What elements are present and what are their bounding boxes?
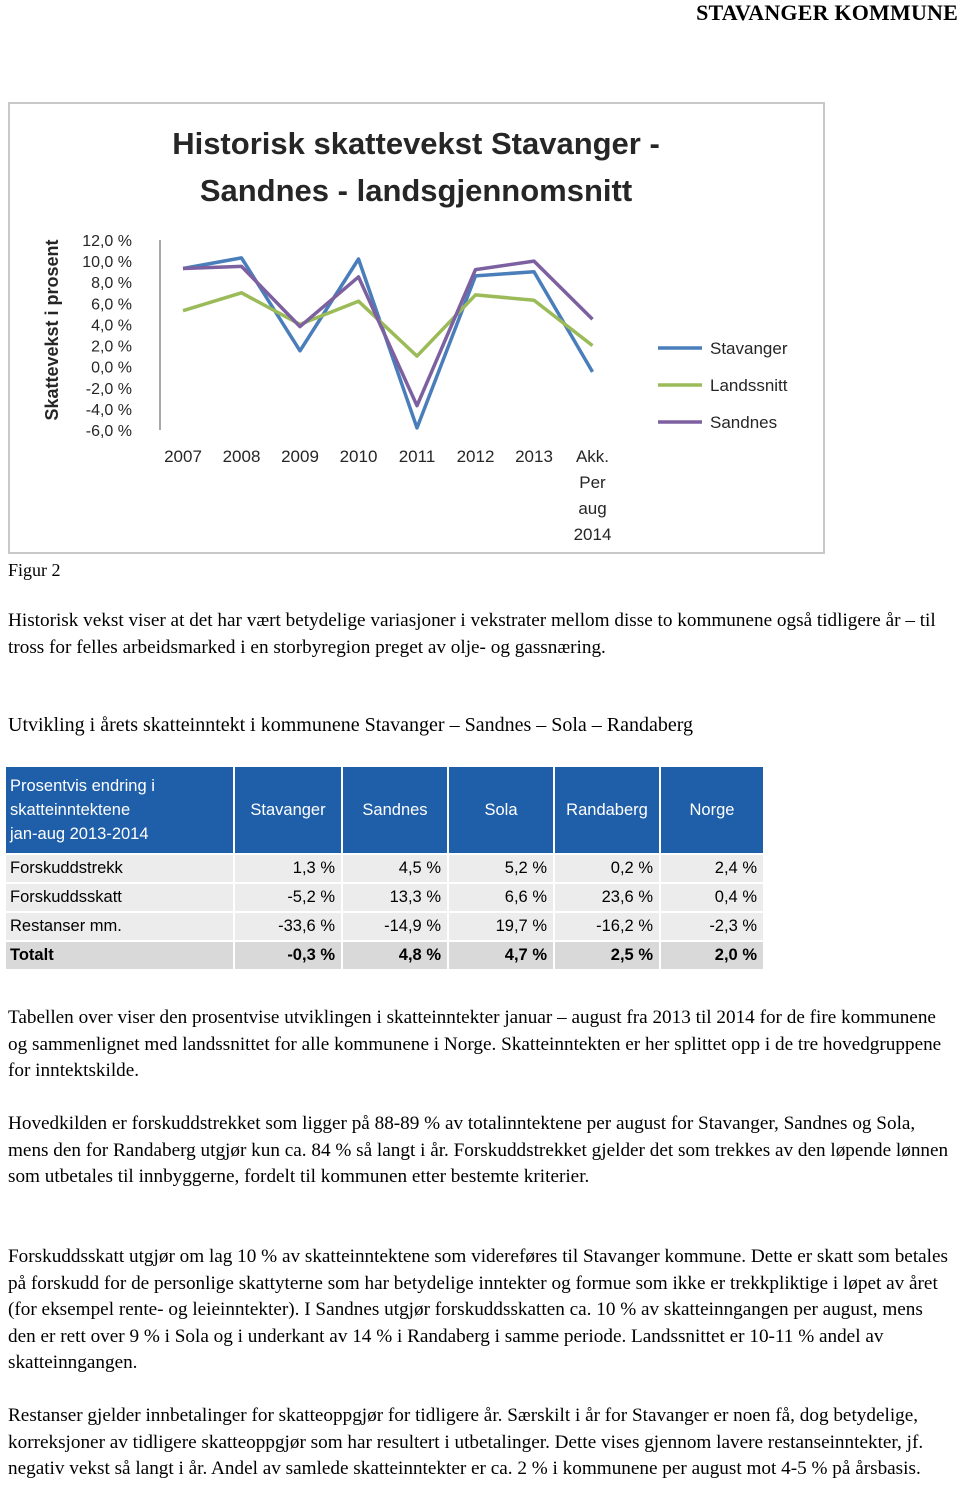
row-label: Restanser mm. [6, 913, 233, 940]
table-cell: 5,2 % [449, 855, 553, 882]
header-line: Prosentvis endring i [10, 777, 155, 795]
table-cell: 0,4 % [661, 884, 763, 911]
x-tick-label: 2011 [398, 447, 436, 466]
x-tick-label: Akk. [575, 447, 610, 466]
table-cell: 19,7 % [449, 913, 553, 940]
legend-label: Stavanger [710, 339, 788, 358]
y-tick-label: 6,0 % [91, 296, 132, 314]
table-cell: 2,4 % [661, 855, 763, 882]
row-label: Forskuddstrekk [6, 855, 233, 882]
y-tick-label: 4,0 % [91, 317, 132, 335]
column-header-sandnes: Sandnes [343, 767, 447, 853]
table-row [6, 913, 763, 940]
table-cell: 4,5 % [343, 855, 447, 882]
table-cell: -5,2 % [235, 884, 341, 911]
row-label: Totalt [6, 942, 233, 969]
table-row [6, 855, 763, 882]
body-paragraph: Forskuddsskatt utgjør om lag 10 % av skatteinntektene som videreføres til Stavanger kommune. Dette er skatt som betales på forskudd for de personlige skattyterne som har betydelige inntekter og formue som ikke er trekkpliktige i løpet av året (for eksempel rente- og leieinntekter). I Sandnes utgjør forskuddsskatten ca. 10 % av skatteinngangen per august, mens den er rett over 9 % i Sola og i underkant av 14 % i Randaberg i samme periode. Landssnittet er 10-11 % andel av skatteinngangen. [8, 1246, 948, 1373]
y-tick-label: 2,0 % [91, 338, 132, 356]
header-line: jan-aug 2013-2014 [10, 825, 149, 843]
body-paragraph: Tabellen over viser den prosentvise utviklingen i skatteinntekter januar – august fra 2013 til 2014 for de fire kommunene og sammenlignet med landssnittet for alle kommunene i Norge. Skatteinntekten er her splittet opp i de tre hovedgruppene for inntektskilde. [8, 1007, 942, 1081]
column-header-randaberg: Randaberg [555, 767, 659, 853]
series-line [183, 261, 593, 406]
y-axis-label: Skattevekst i prosent [42, 239, 62, 421]
intro-paragraph: Historisk vekst viser at det har vært betydelige variasjoner i vekstrater mellom disse to kommunene også tidligere år – til tross for felles arbeidsmarked i en storbyregion preget av olje- og gassnæring. [8, 610, 936, 658]
row-label: Forskuddsskatt [6, 884, 233, 911]
chart-title: Sandnes - landsgjennomsnitt [199, 173, 633, 208]
table-cell: 23,6 % [555, 884, 659, 911]
table-row [6, 884, 763, 911]
column-header-stavanger: Stavanger [235, 767, 341, 853]
y-tick-label: -2,0 % [85, 380, 132, 398]
table-cell: -33,6 % [235, 913, 341, 940]
column-header-norge: Norge [661, 767, 763, 853]
table-cell: 2,5 % [555, 942, 659, 969]
table-cell: 2,0 % [661, 942, 763, 969]
x-tick-label: 2009 [281, 447, 319, 466]
table-cell: 13,3 % [343, 884, 447, 911]
table-row-total [6, 942, 763, 969]
table-cell: -2,3 % [661, 913, 763, 940]
x-tick-label: 2012 [456, 447, 495, 466]
x-tick-label: 2013 [515, 447, 553, 466]
table-cell: -16,2 % [555, 913, 659, 940]
page-header: STAVANGER KOMMUNE [696, 0, 958, 25]
table-header-first [6, 767, 233, 853]
y-tick-label: 0,0 % [91, 359, 132, 377]
table-cell: -0,3 % [235, 942, 341, 969]
x-tick-label: 2014 [573, 525, 612, 544]
body-paragraph: Restanser gjelder innbetalinger for skatteoppgjør for tidligere år. Særskilt i år for Stavanger er noen få, dog betydelige, korreksjoner av tidligere skatteoppgjør som har resultert i utbetalinger. Dette vises gjennom lavere restanseinntekter, jf. negativ vekst så langt i år. Andel av samlede skatteinntekter er ca. 2 % i kommunene per august mot 4-5 % på årsbasis. [8, 1405, 924, 1479]
y-tick-label: -4,0 % [85, 401, 132, 419]
figure-caption: Figur 2 [8, 560, 61, 580]
y-tick-label: 12,0 % [82, 233, 132, 250]
x-tick-label: Per [579, 473, 606, 492]
line-chart [10, 104, 823, 552]
table-cell: 4,7 % [449, 942, 553, 969]
chart-figure [8, 102, 825, 554]
y-tick-label: -6,0 % [85, 423, 132, 440]
y-tick-label: 10,0 % [82, 254, 132, 272]
x-tick-label: 2010 [339, 447, 378, 466]
table-cell: 4,8 % [343, 942, 447, 969]
chart-title: Historisk skattevekst Stavanger - [172, 126, 660, 161]
x-tick-label: 2007 [164, 447, 202, 466]
legend-label: Sandnes [710, 413, 778, 432]
legend-label: Landssnitt [710, 376, 788, 395]
header-line: skatteinntektene [10, 801, 131, 819]
table-cell: 0,2 % [555, 855, 659, 882]
y-tick-label: 8,0 % [91, 275, 132, 293]
section-title: Utvikling i årets skatteinntekt i kommunene Stavanger – Sandnes – Sola – Randaberg [8, 714, 694, 736]
table-cell: -14,9 % [343, 913, 447, 940]
table-cell: 6,6 % [449, 884, 553, 911]
column-header-sola: Sola [449, 767, 553, 853]
x-tick-label: aug [578, 499, 607, 518]
x-tick-label: 2008 [222, 447, 261, 466]
table-header-row [6, 767, 763, 853]
body-paragraph: Hovedkilden er forskuddstrekket som ligger på 88-89 % av totalinntektene per august for Stavanger, Sandnes og Sola, mens den for Randaberg utgjør kun ca. 84 % så langt i år. Forskuddstrekket gjelder det som trekkes av den løpende lønnen som utbetales til innbyggerne, fordelt til kommunen etter bestemte kriterier. [8, 1113, 949, 1187]
tax-table [4, 765, 765, 971]
table-cell: 1,3 % [235, 855, 341, 882]
